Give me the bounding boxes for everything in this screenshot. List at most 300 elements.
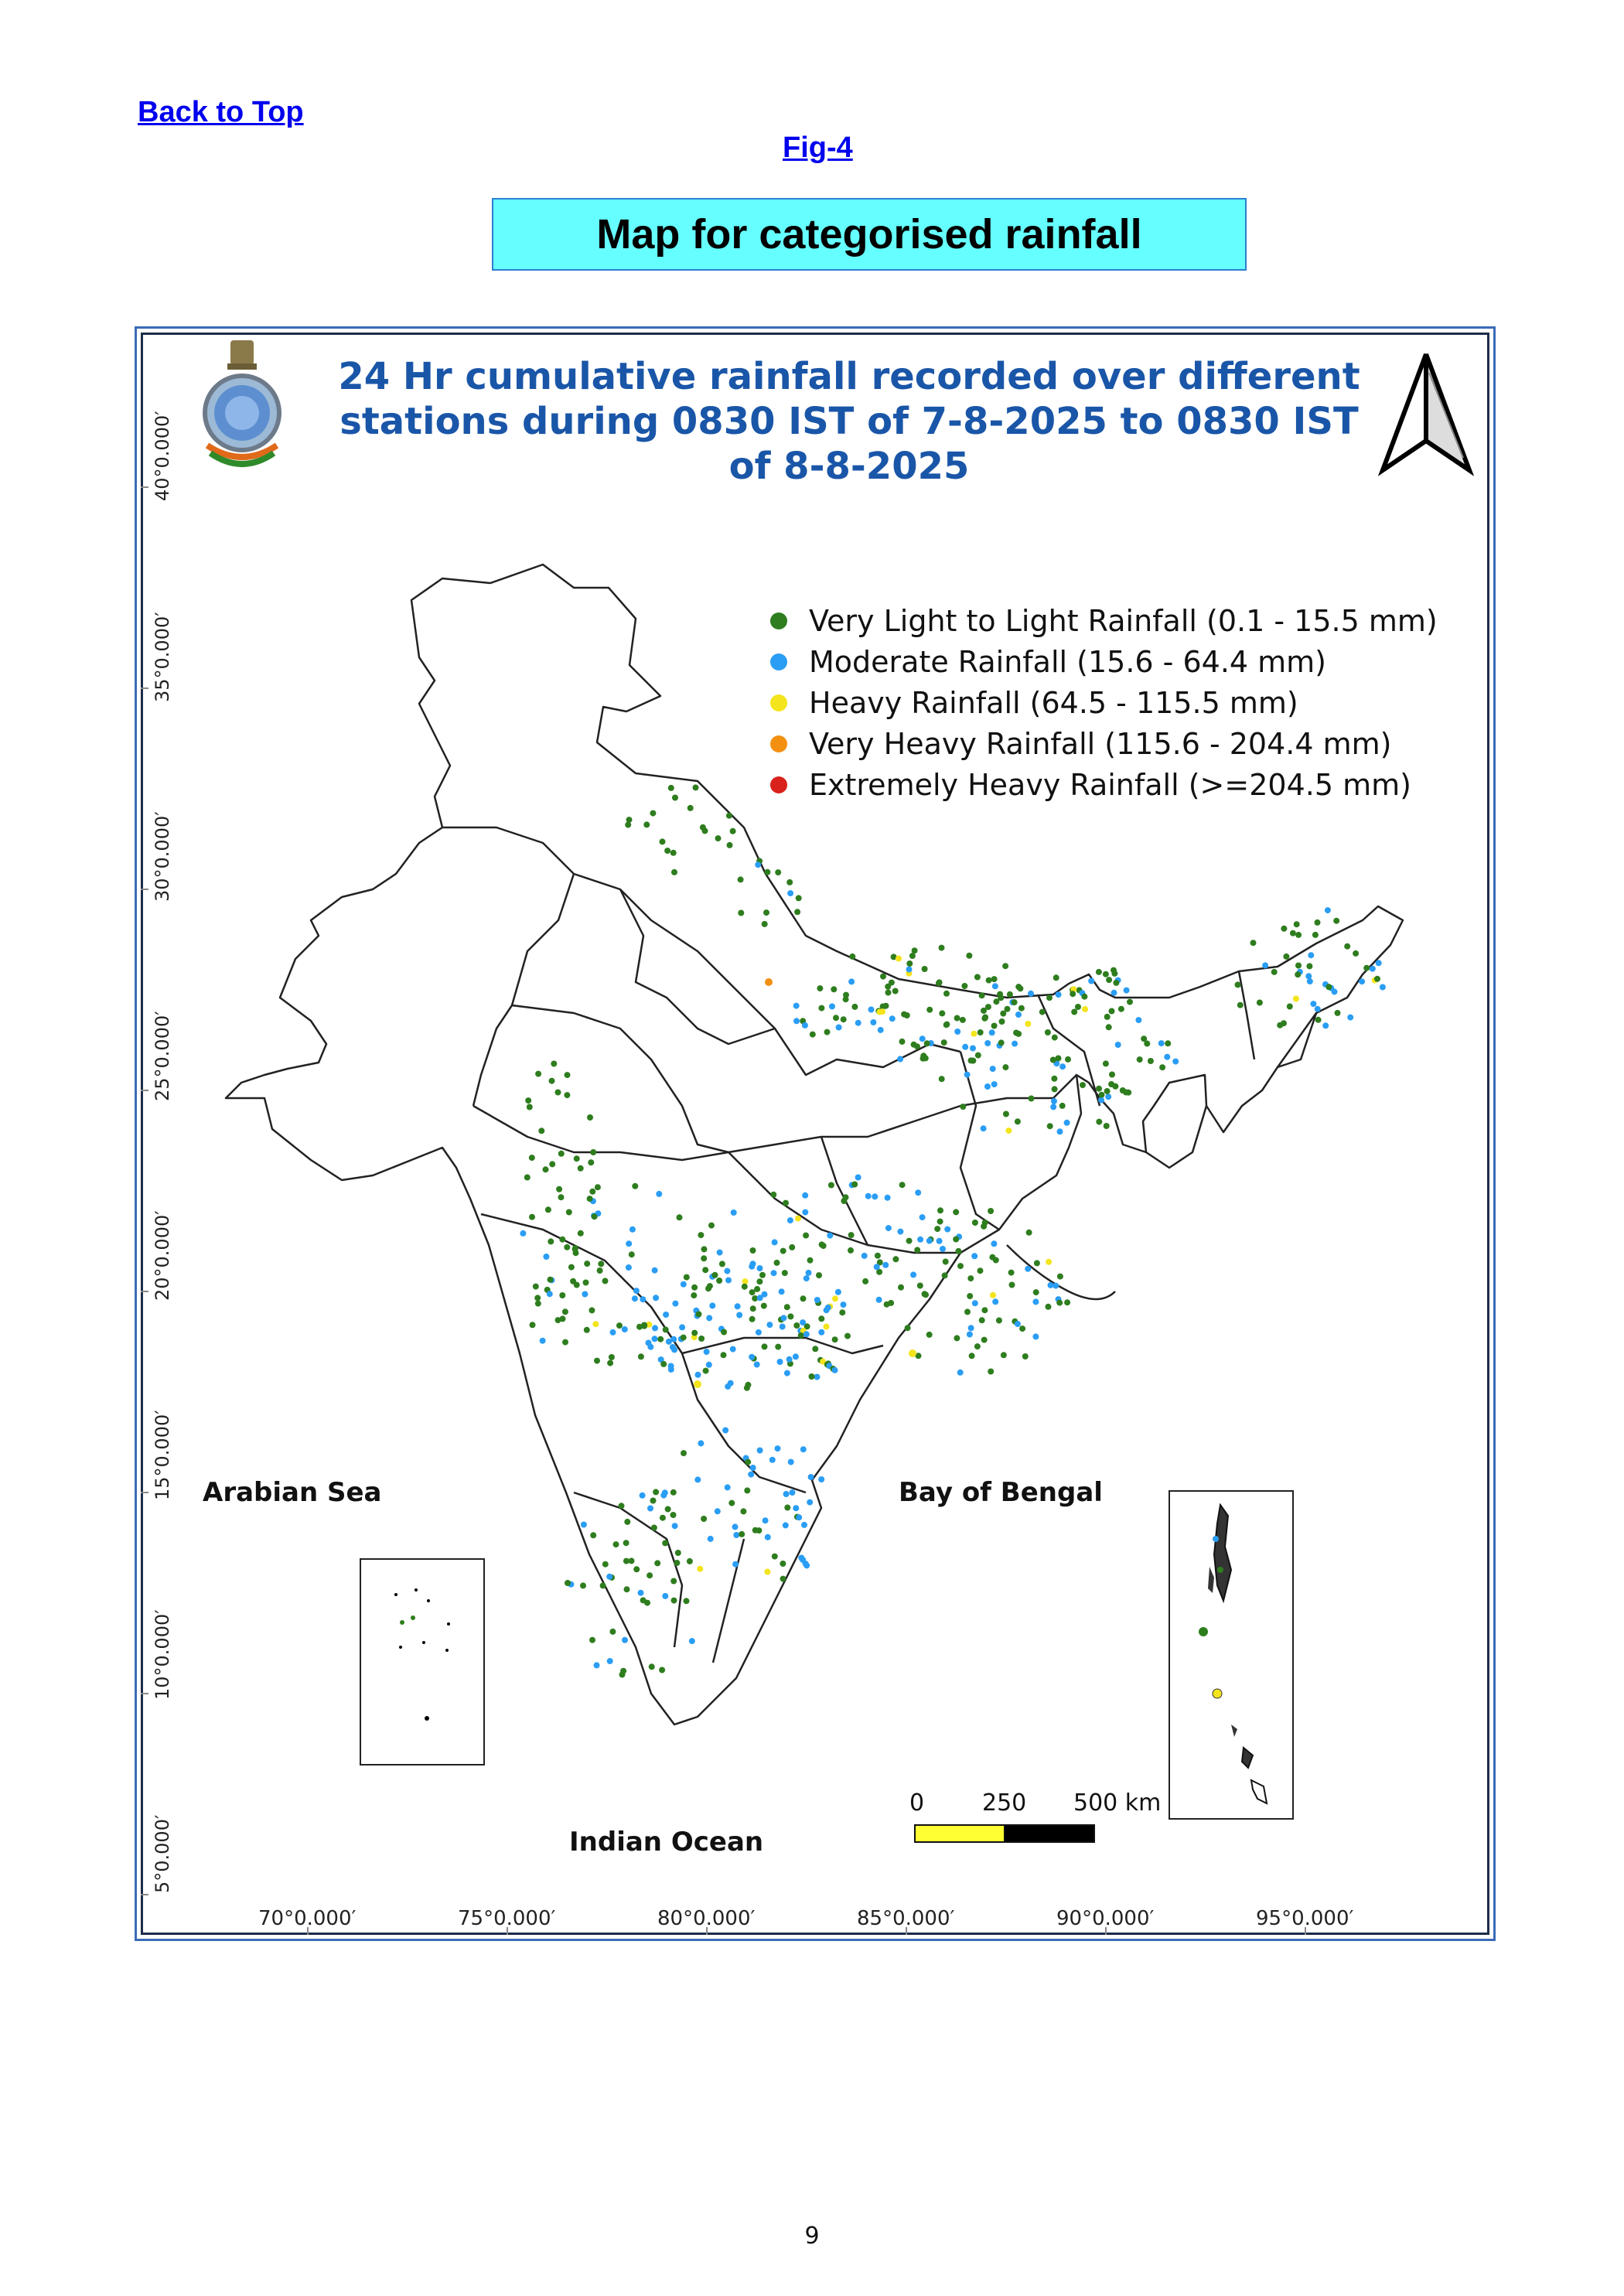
- station-point: [750, 1305, 756, 1312]
- station-point: [681, 1335, 687, 1341]
- station-point: [632, 1295, 638, 1302]
- station-point: [649, 1663, 655, 1670]
- station-point: [992, 1298, 998, 1305]
- station-point: [613, 1541, 619, 1547]
- header-box: [492, 198, 1247, 271]
- station-point: [1034, 1260, 1040, 1266]
- station-point: [663, 1312, 669, 1318]
- station-point: [652, 1336, 658, 1342]
- station-point: [698, 1440, 704, 1446]
- station-point: [1015, 1031, 1022, 1037]
- station-point: [738, 876, 744, 882]
- station-point: [1235, 981, 1241, 988]
- station-point: [955, 1248, 961, 1254]
- station-point: [1271, 969, 1278, 975]
- station-point: [632, 1183, 638, 1189]
- station-point: [962, 1044, 968, 1050]
- station-point: [991, 976, 998, 982]
- station-point: [545, 1206, 551, 1213]
- station-point: [558, 1194, 565, 1200]
- station-point: [704, 1349, 710, 1355]
- station-point: [638, 1590, 644, 1596]
- station-point: [793, 1322, 800, 1329]
- station-point: [600, 1582, 606, 1588]
- station-point: [954, 1335, 960, 1341]
- station-point: [964, 1072, 971, 1078]
- station-point: [1008, 1270, 1015, 1276]
- station-point: [996, 1318, 1002, 1324]
- station-point: [806, 1270, 812, 1276]
- station-point: [772, 1239, 778, 1245]
- station-point: [937, 1219, 943, 1225]
- scale-label: 500 km: [1073, 1789, 1162, 1817]
- station-point: [972, 1300, 978, 1306]
- station-point: [619, 1672, 626, 1678]
- station-point: [793, 1018, 800, 1024]
- station-point: [944, 1226, 950, 1233]
- back-to-top-link[interactable]: Back to Top: [138, 96, 304, 128]
- legend-label: Heavy Rainfall (64.5 - 115.5 mm): [809, 685, 1298, 720]
- station-point: [824, 1029, 831, 1035]
- station-point: [848, 1232, 855, 1238]
- station-point: [789, 1244, 795, 1250]
- station-point: [975, 1052, 981, 1059]
- station-point: [671, 1598, 677, 1604]
- station-point: [759, 1272, 766, 1278]
- legend-item: [766, 682, 1438, 723]
- station-point: [744, 1385, 750, 1391]
- station-point: [757, 1295, 763, 1301]
- station-point: [906, 1238, 913, 1244]
- station-point: [750, 1261, 756, 1267]
- station-point: [909, 953, 916, 959]
- station-point: [848, 1247, 854, 1254]
- station-point: [640, 1493, 646, 1499]
- station-point: [851, 1182, 858, 1188]
- station-point: [748, 1472, 754, 1478]
- station-point: [709, 1302, 715, 1308]
- station-point: [756, 1278, 763, 1284]
- station-point: [578, 1165, 584, 1172]
- station-point: [981, 1125, 987, 1131]
- station-point: [824, 1324, 830, 1330]
- station-point: [671, 1346, 677, 1353]
- station-point: [926, 1238, 933, 1244]
- station-point: [832, 1367, 838, 1373]
- station-point: [802, 1022, 808, 1029]
- station-point: [597, 1267, 603, 1274]
- latitude-label: 5°0.000′: [152, 1814, 173, 1893]
- station-point: [684, 1598, 690, 1604]
- station-point: [818, 1005, 824, 1012]
- station-point: [818, 1329, 824, 1336]
- station-point: [1082, 1006, 1088, 1012]
- station-point: [547, 1291, 553, 1297]
- station-point: [595, 1184, 601, 1190]
- station-point: [757, 1265, 763, 1271]
- station-point: [589, 1189, 595, 1195]
- station-point: [659, 1667, 665, 1673]
- station-point: [924, 1040, 930, 1046]
- station-point: [968, 1325, 974, 1331]
- station-point: [954, 1015, 960, 1022]
- station-point: [1237, 1002, 1244, 1008]
- station-point: [1039, 1009, 1046, 1015]
- station-point: [564, 1244, 570, 1250]
- station-point: [939, 945, 945, 951]
- arabian-sea-label: Arabian Sea: [203, 1477, 382, 1508]
- station-point: [562, 1339, 568, 1346]
- station-point: [981, 1337, 988, 1343]
- station-point: [977, 1029, 984, 1035]
- station-point: [584, 1327, 590, 1333]
- station-point: [731, 1209, 737, 1216]
- legend-swatch: [770, 694, 787, 711]
- station-point: [967, 1332, 973, 1338]
- station-point: [1056, 991, 1062, 998]
- station-point: [939, 1010, 945, 1016]
- latitude-label: 40°0.000′: [152, 411, 173, 501]
- station-point: [782, 1270, 788, 1276]
- station-point: [993, 1257, 999, 1264]
- station-point: [807, 1499, 813, 1506]
- station-point: [901, 1012, 907, 1018]
- lakshadweep-inset: [360, 1559, 484, 1765]
- station-point: [636, 1324, 643, 1330]
- station-point: [979, 992, 985, 998]
- station-point: [974, 1343, 981, 1349]
- station-point: [770, 1192, 776, 1198]
- station-point: [1022, 1353, 1029, 1360]
- station-point: [527, 1104, 533, 1110]
- station-point: [626, 1240, 632, 1247]
- station-point: [821, 1243, 827, 1249]
- station-point: [1088, 978, 1094, 984]
- station-point: [1109, 1072, 1115, 1078]
- station-point: [653, 1489, 659, 1495]
- station-point: [745, 1459, 751, 1465]
- station-point: [1019, 1325, 1025, 1332]
- station-point: [795, 1216, 801, 1222]
- latitude-label: 25°0.000′: [152, 1011, 173, 1101]
- station-point: [744, 1487, 750, 1493]
- station-point: [832, 1336, 838, 1342]
- station-point: [581, 1522, 587, 1528]
- station-point: [698, 1336, 705, 1342]
- station-point: [1106, 1024, 1112, 1030]
- station-point: [977, 1267, 984, 1274]
- station-point: [1293, 996, 1299, 1002]
- station-point: [1165, 1040, 1171, 1046]
- station-point: [750, 1465, 756, 1471]
- station-point: [1059, 1103, 1066, 1109]
- station-point: [1359, 978, 1365, 984]
- station-point: [998, 1039, 1005, 1046]
- station-point: [670, 1512, 677, 1518]
- station-point: [1002, 1064, 1008, 1070]
- station-point: [647, 1344, 653, 1350]
- station-point: [691, 1330, 698, 1336]
- station-point: [602, 1278, 609, 1284]
- station-point: [1096, 1086, 1102, 1092]
- station-point: [972, 1220, 978, 1226]
- station-point: [626, 1264, 632, 1271]
- station-point: [870, 1019, 876, 1025]
- station-point: [1057, 1128, 1063, 1134]
- station-point: [1009, 1282, 1015, 1288]
- station-point: [817, 985, 823, 991]
- station-point: [833, 1015, 839, 1021]
- station-point: [629, 1226, 636, 1233]
- station-point: [1281, 1020, 1287, 1026]
- station-point: [578, 1230, 584, 1237]
- station-point: [943, 1259, 949, 1265]
- station-point: [832, 1295, 838, 1302]
- station-point: [910, 1271, 916, 1278]
- station-point: [1098, 1097, 1104, 1104]
- station-point: [663, 1326, 669, 1332]
- map-title-line: stations during 0830 IST of 7-8-2025 to 0830 IST: [339, 400, 1359, 443]
- station-point: [660, 1493, 667, 1499]
- station-point: [1053, 1283, 1059, 1289]
- station-point: [868, 1007, 875, 1013]
- station-point: [656, 1191, 662, 1197]
- station-point: [926, 1332, 933, 1338]
- station-point: [592, 1321, 599, 1327]
- station-point: [763, 1517, 769, 1523]
- station-point: [594, 1358, 600, 1364]
- station-point: [722, 1428, 728, 1434]
- station-point: [801, 1522, 807, 1528]
- station-point: [602, 1561, 609, 1568]
- station-point: [1053, 974, 1059, 981]
- station-point: [562, 1308, 568, 1315]
- station-point: [923, 1055, 929, 1061]
- station-point: [876, 1297, 882, 1303]
- station-point: [717, 1250, 723, 1256]
- indian-ocean-label: Indian Ocean: [569, 1827, 764, 1858]
- scale-label: 0: [909, 1789, 925, 1817]
- station-point: [1137, 1056, 1143, 1063]
- station-point: [971, 1253, 977, 1259]
- station-point: [706, 1315, 712, 1321]
- station-point: [755, 861, 761, 868]
- station-point: [784, 1304, 790, 1310]
- station-point: [807, 1257, 814, 1264]
- station-point: [728, 1380, 734, 1387]
- scale-bar: [915, 1825, 1094, 1842]
- station-point: [754, 1362, 760, 1368]
- station-point: [843, 996, 849, 1002]
- station-point: [1287, 1004, 1293, 1010]
- station-point: [1113, 980, 1119, 986]
- station-point: [917, 1237, 923, 1243]
- station-point: [691, 1292, 697, 1298]
- station-point: [584, 1261, 590, 1267]
- station-point: [588, 1159, 594, 1165]
- station-point: [535, 1071, 541, 1077]
- station-point: [855, 1175, 861, 1181]
- station-point: [777, 1359, 783, 1365]
- station-point: [629, 1251, 635, 1257]
- station-point: [981, 1307, 988, 1313]
- station-point: [803, 1233, 809, 1239]
- station-point: [1012, 999, 1018, 1005]
- station-point: [1104, 1123, 1110, 1129]
- station-point: [796, 895, 802, 901]
- station-point: [756, 1329, 762, 1336]
- station-point: [999, 1018, 1005, 1025]
- station-point: [1029, 1096, 1035, 1102]
- station-point: [739, 1531, 745, 1537]
- station-point: [1005, 1006, 1011, 1012]
- station-point: [898, 1284, 904, 1291]
- station-point: [624, 1519, 630, 1525]
- station-point: [841, 1016, 847, 1022]
- station-point: [765, 1534, 771, 1540]
- station-point: [652, 1267, 658, 1274]
- station-point: [988, 1208, 994, 1214]
- station-point: [1158, 1040, 1165, 1046]
- station-point: [1115, 1042, 1121, 1048]
- station-point: [991, 1240, 997, 1247]
- station-point: [809, 1373, 815, 1380]
- station-point: [843, 1194, 849, 1200]
- station-point: [878, 1027, 884, 1033]
- station-point: [1045, 1029, 1051, 1035]
- station-point: [937, 979, 943, 985]
- station-point: [558, 1151, 565, 1157]
- station-point: [1262, 962, 1268, 968]
- station-point: [592, 1213, 598, 1220]
- station-point: [835, 1289, 841, 1295]
- station-point: [660, 838, 666, 844]
- station-point: [761, 1303, 767, 1309]
- station-point: [1374, 976, 1380, 982]
- station-point: [763, 909, 769, 916]
- station-point: [732, 1561, 739, 1568]
- station-point: [672, 1301, 678, 1307]
- station-point: [1015, 1321, 1021, 1327]
- station-point: [1071, 1009, 1077, 1015]
- station-point: [991, 1023, 998, 1029]
- station-point: [897, 1056, 903, 1063]
- station-point: [775, 1445, 781, 1452]
- station-point: [1312, 932, 1319, 938]
- station-point: [865, 1193, 872, 1199]
- station-point: [849, 954, 855, 960]
- station-point: [556, 1186, 562, 1192]
- station-point: [784, 1505, 790, 1511]
- station-point: [984, 1083, 991, 1090]
- station-point: [919, 1035, 926, 1042]
- station-point: [1315, 1006, 1321, 1012]
- station-point: [939, 1076, 945, 1082]
- station-point: [524, 1175, 531, 1181]
- station-point: [885, 1195, 891, 1201]
- station-point: [716, 1278, 722, 1284]
- station-point: [940, 1246, 946, 1252]
- station-point: [616, 1322, 623, 1329]
- station-point: [1103, 1060, 1109, 1066]
- station-point: [1050, 1104, 1056, 1110]
- station-point: [687, 1558, 693, 1564]
- station-point: [793, 1353, 799, 1360]
- station-point: [874, 1264, 880, 1270]
- station-point: [787, 1217, 793, 1223]
- station-point: [882, 1262, 889, 1268]
- station-point: [906, 967, 913, 973]
- station-point: [1124, 988, 1130, 994]
- station-point: [769, 1457, 776, 1463]
- longitude-label: 80°0.000′: [657, 1907, 756, 1930]
- station-point: [749, 1289, 756, 1295]
- station-point: [953, 1209, 959, 1215]
- station-point: [774, 1260, 780, 1266]
- station-point: [691, 1284, 698, 1291]
- station-point: [715, 835, 722, 841]
- station-point: [565, 1580, 571, 1586]
- station-point: [1333, 918, 1339, 924]
- station-point: [598, 1261, 604, 1267]
- andaman-nicobar-inset: [1169, 1491, 1293, 1819]
- station-point: [1051, 1076, 1057, 1082]
- station-point: [701, 1516, 707, 1522]
- station-point: [1018, 1005, 1025, 1012]
- station-point: [543, 1254, 549, 1260]
- station-point: [803, 1331, 810, 1337]
- station-point: [796, 1514, 802, 1520]
- station-point: [1065, 1056, 1071, 1063]
- station-point: [695, 1372, 701, 1378]
- station-point: [937, 1207, 943, 1213]
- station-point: [580, 1582, 586, 1588]
- station-point: [681, 1450, 687, 1456]
- station-point: [829, 1003, 835, 1009]
- station-point: [775, 869, 781, 875]
- station-point: [828, 1182, 834, 1189]
- station-point: [1075, 1004, 1081, 1010]
- station-point: [988, 1369, 994, 1375]
- station-point: [1001, 1352, 1007, 1358]
- station-point: [919, 1214, 926, 1220]
- station-point: [851, 1004, 858, 1010]
- station-point: [780, 1324, 786, 1330]
- station-point: [684, 1274, 690, 1281]
- station-point: [668, 785, 674, 791]
- station-point: [609, 1629, 616, 1635]
- station-point: [687, 805, 694, 811]
- station-point: [783, 1491, 790, 1497]
- station-point: [730, 828, 736, 834]
- bay-of-bengal-label: Bay of Bengal: [899, 1477, 1103, 1508]
- station-point: [879, 1008, 885, 1015]
- station-point: [1056, 1300, 1063, 1306]
- fig-link[interactable]: Fig-4: [783, 131, 853, 164]
- station-point: [1325, 907, 1331, 913]
- station-point: [1003, 1111, 1009, 1117]
- legend-item: [766, 764, 1438, 805]
- station-point: [749, 1354, 755, 1360]
- station-point: [1325, 984, 1332, 990]
- station-point: [587, 1114, 593, 1121]
- station-point: [971, 1031, 977, 1037]
- station-point: [647, 1506, 653, 1512]
- station-point: [1046, 994, 1053, 1001]
- station-point: [991, 1081, 998, 1087]
- station-point: [1172, 1059, 1179, 1065]
- station-point: [889, 1015, 896, 1022]
